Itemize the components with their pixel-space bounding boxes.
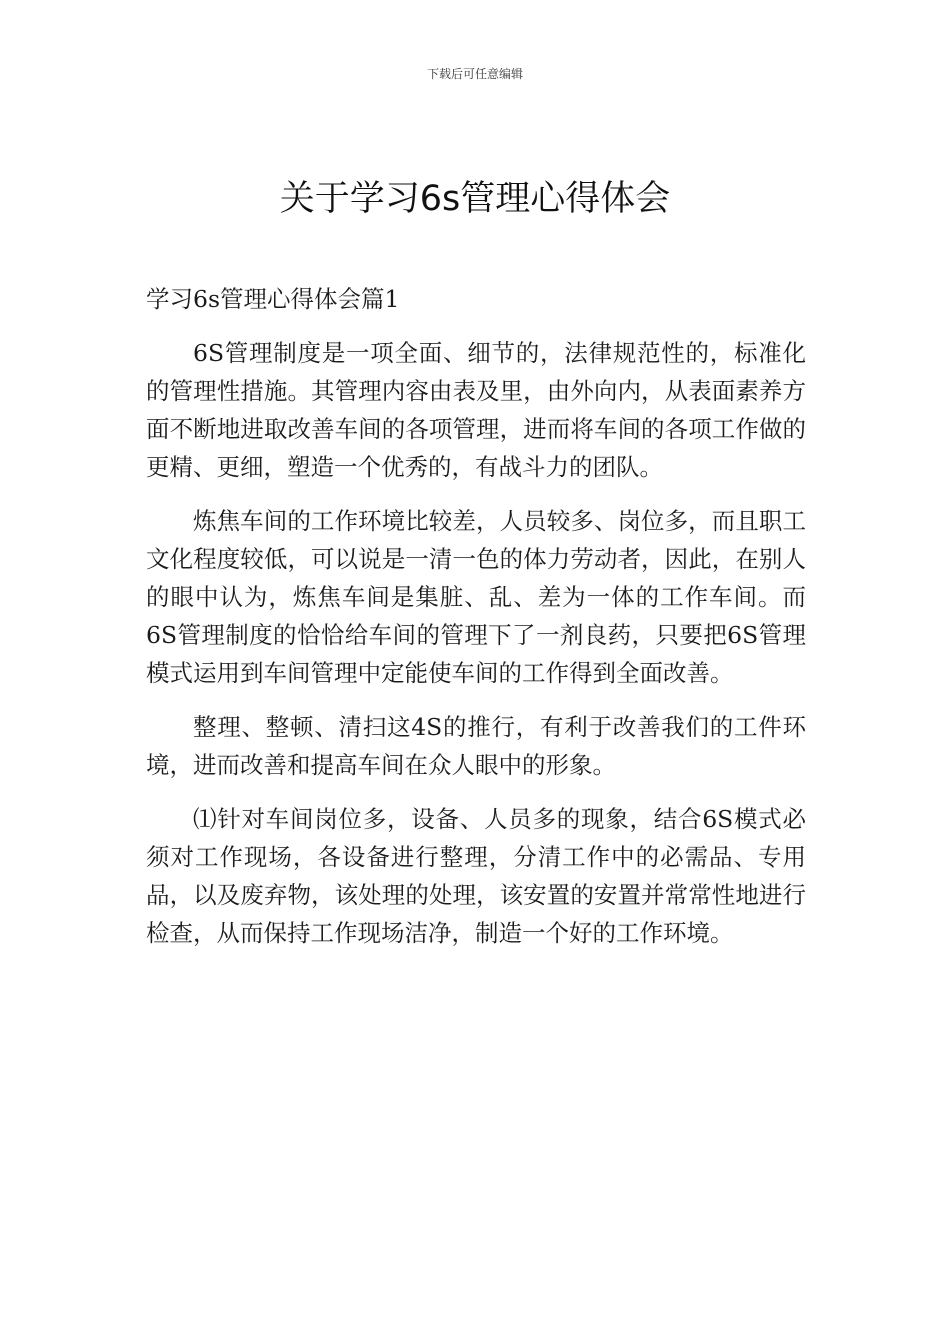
- document-title: 关于学习6s管理心得体会: [279, 179, 671, 219]
- paragraph-1: 6S管理制度是一项全面、细节的，法律规范性的，标准化的管理性措施。其管理内容由表及里，由外向内，从表面素养方面不断地进取改善车间的各项管理，进而将车间的各项工作做的更精、更细，塑造一个优秀的，有战斗力的团队。: [146, 338, 806, 482]
- paragraph-4: ⑴针对车间岗位多，设备、人员多的现象，结合6S模式必须对工作现场，各设备进行整理，分清工作中的必需品、专用品，以及废弃物，该处理的处理，该安置的安置并常常性地进行检查，从而保持工作现场洁净，制造一个好的工作环境。: [146, 804, 806, 948]
- paragraph-2: 炼焦车间的工作环境比较差，人员较多、岗位多，而且职工文化程度较低，可以说是一清一色的体力劳动者，因此，在别人的眼中认为，炼焦车间是集脏、乱、差为一体的工作车间。而6S管理制度的恰恰给车间的管理下了一剂良药，只要把6S管理模式运用到车间管理中定能使车间的工作得到全面改善。: [146, 506, 806, 688]
- paragraph-3: 整理、整顿、清扫这4S的推行，有利于改善我们的工件环境，进而改善和提高车间在众人眼中的形象。: [146, 712, 806, 780]
- document-body: [146, 280, 806, 952]
- section-heading: 学习6s管理心得体会篇1: [146, 285, 400, 313]
- header-note: 下载后可任意编辑: [426, 67, 523, 81]
